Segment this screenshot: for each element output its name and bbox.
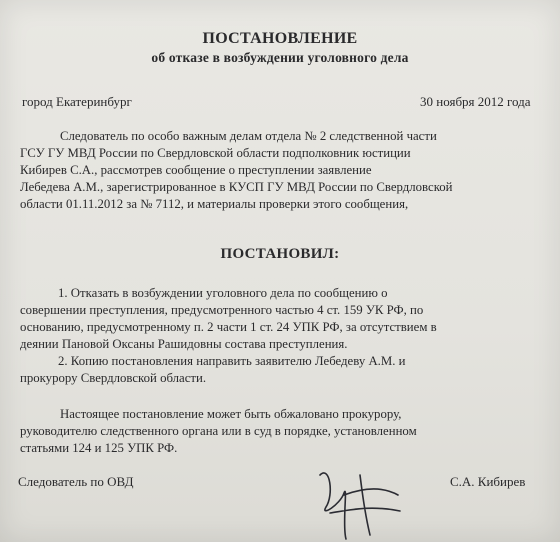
intro-line: ГСУ ГУ МВД России по Свердловской области подполковник юстиции <box>20 146 411 160</box>
handwritten-signature <box>300 455 420 542</box>
decision-line: прокурору Свердловской области. <box>20 371 207 385</box>
document-subtitle: об отказе в возбуждении уголовного дела <box>151 50 409 65</box>
decision-heading: ПОСТАНОВИЛ: <box>220 246 340 262</box>
appeal-line: статьями 124 и 125 УПК РФ. <box>20 441 178 455</box>
intro-line: Кибирев С.А., рассмотрев сообщение о преступлении заявление <box>20 163 372 177</box>
appeal-line: руководителю следственного органа или в суд в порядке, установленном <box>20 424 417 438</box>
intro-line: Следователь по особо важным делам отдела № 2 следственной части <box>60 129 437 143</box>
document-city: город Екатеринбург <box>22 94 132 109</box>
signer-title: Следователь по ОВД <box>18 474 134 489</box>
decision-line: деянии Пановой Оксаны Рашидовны состава преступления. <box>20 337 348 351</box>
document-title: ПОСТАНОВЛЕНИЕ <box>202 30 358 47</box>
decision-line: основанию, предусмотренному п. 2 части 1 ст. 24 УПК РФ, за отсутствием в <box>20 320 437 334</box>
decision-line: 1. Отказать в возбуждении уголовного дела по сообщению о <box>58 286 388 300</box>
intro-line: Лебедева А.М., зарегистрированное в КУСП ГУ МВД России по Свердловской <box>20 180 453 194</box>
decision-line: 2. Копию постановления направить заявителю Лебедеву А.М. и <box>58 354 406 368</box>
intro-line: области 01.11.2012 за № 7112, и материалы проверки этого сообщения, <box>20 197 409 211</box>
document-date: 30 ноября 2012 года <box>420 94 531 109</box>
decision-line: совершении преступления, предусмотренного частью 4 ст. 159 УК РФ, по <box>20 303 424 317</box>
appeal-line: Настоящее постановление может быть обжаловано прокурору, <box>60 407 402 421</box>
signer-name: С.А. Кибирев <box>450 474 526 489</box>
